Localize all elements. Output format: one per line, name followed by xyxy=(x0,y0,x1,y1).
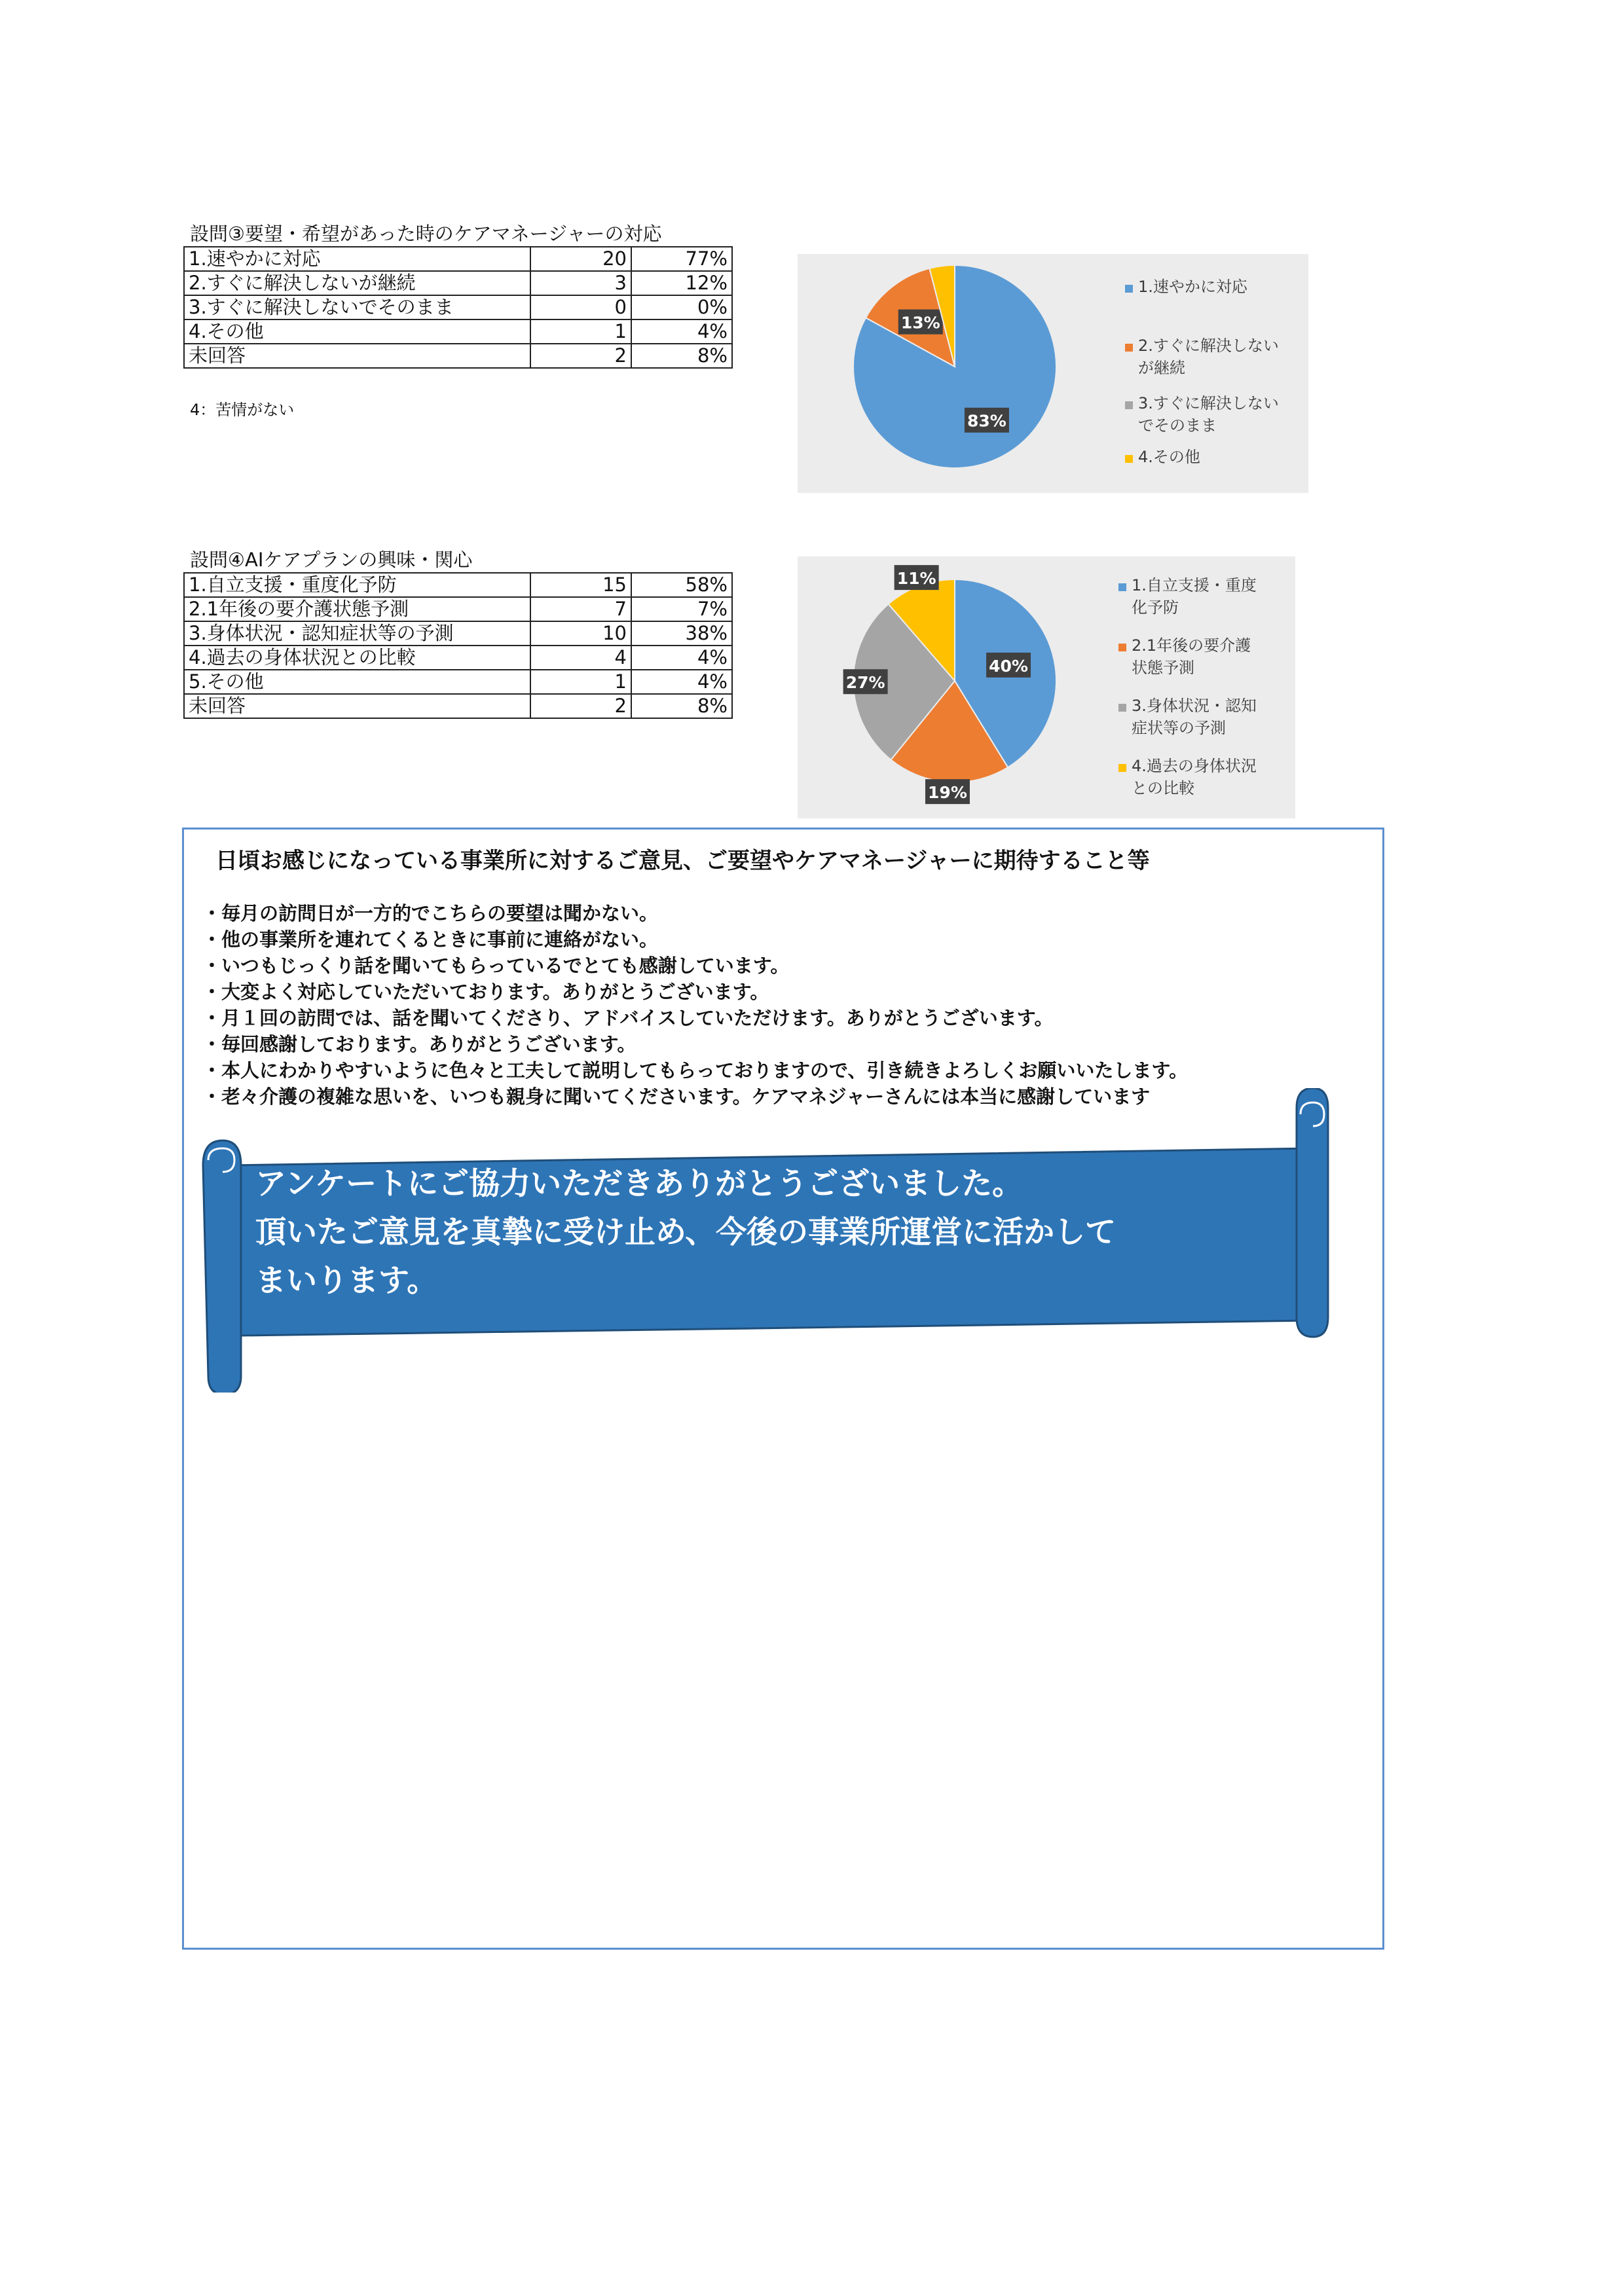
table-row xyxy=(184,247,732,271)
table-cell-label: 4.その他 xyxy=(184,319,530,344)
comment-item: ・毎回感謝しております。ありがとうございます。 xyxy=(202,1033,637,1055)
legend-swatch xyxy=(1118,704,1126,712)
legend-entry: でそのまま xyxy=(1138,416,1217,435)
legend-swatch xyxy=(1125,344,1133,352)
q3-pie-svg xyxy=(798,254,1308,493)
table-cell-pct: 8% xyxy=(631,694,732,718)
legend-swatch xyxy=(1118,644,1126,651)
table-row xyxy=(184,344,732,368)
svg-text:13%: 13% xyxy=(900,313,940,333)
comments-list xyxy=(202,900,1188,1110)
table-row xyxy=(184,670,732,694)
table-cell-pct: 4% xyxy=(631,319,732,344)
comment-item: ・月１回の訪問では、話を聞いてくださり、アドバイスしていただけます。ありがとうございます。 xyxy=(202,1007,1054,1029)
legend-entry: 2.1年後の要介護 xyxy=(1132,636,1251,655)
comment-item: ・本人にわかりやすいように色々と工夫して説明してもらっておりますので、引き続きよろしくお願いいたします。 xyxy=(202,1059,1189,1082)
table-cell-count: 1 xyxy=(530,670,631,694)
legend-swatch xyxy=(1125,401,1133,409)
table-cell-label: 2.すぐに解決しないが継続 xyxy=(184,271,530,295)
table-cell-pct: 77% xyxy=(631,247,732,271)
comment-item: ・いつもじっくり話を聞いてもらっているでとても感謝しています。 xyxy=(202,955,790,977)
legend-swatch xyxy=(1118,764,1126,772)
q4-title: 設問④AIケアプランの興味・関心 xyxy=(190,549,473,571)
table-row xyxy=(184,295,732,319)
table-cell-label: 2.1年後の要介護状態予測 xyxy=(184,597,530,621)
comments-title: 日頃お感じになっている事業所に対するご意見、ご要望やケアマネージャーに期待すること等 xyxy=(215,848,1150,874)
legend-entry: 3.すぐに解決しない xyxy=(1138,394,1279,412)
table-row xyxy=(184,694,732,718)
comment-item: ・毎月の訪問日が一方的でこちらの要望は聞かない。 xyxy=(202,902,659,924)
table-cell-label: 5.その他 xyxy=(184,670,530,694)
table-row xyxy=(184,319,732,344)
banner-message xyxy=(255,1160,1116,1305)
data-label xyxy=(898,310,943,335)
table-cell-count: 4 xyxy=(530,646,631,670)
comment-item: ・他の事業所を連れてくるときに事前に連絡がない。 xyxy=(202,928,659,951)
table-row xyxy=(184,597,732,621)
table-cell-count: 2 xyxy=(530,694,631,718)
q3-pie-chart xyxy=(798,254,1308,493)
table-cell-pct: 7% xyxy=(631,597,732,621)
legend-entry: 状態予測 xyxy=(1132,659,1194,677)
comment-item: ・大変よく対応していただいております。ありがとうございます。 xyxy=(202,981,769,1003)
table-cell-label: 3.すぐに解決しないでそのまま xyxy=(184,295,530,319)
legend-swatch xyxy=(1125,285,1133,293)
legend-entry: 1.速やかに対応 xyxy=(1138,278,1247,296)
thank-you-banner xyxy=(196,1088,1329,1393)
table-cell-label: 1.速やかに対応 xyxy=(184,247,530,271)
table-cell-pct: 38% xyxy=(631,621,732,646)
svg-text:83%: 83% xyxy=(967,411,1006,431)
banner-line: 頂いたご意見を真摯に受け止め、今後の事業所運営に活かして xyxy=(255,1214,1116,1250)
table-cell-count: 15 xyxy=(530,573,631,597)
legend-entry: が継続 xyxy=(1138,359,1185,377)
table-cell-count: 20 xyxy=(530,247,631,271)
legend-entry: 1.自立支援・重度 xyxy=(1132,576,1257,594)
table-row xyxy=(184,621,732,646)
table-cell-pct: 4% xyxy=(631,670,732,694)
q4-table xyxy=(183,572,733,719)
table-row xyxy=(184,271,732,295)
q4-pie-chart xyxy=(798,556,1295,818)
table-cell-pct: 4% xyxy=(631,646,732,670)
data-label xyxy=(843,669,888,694)
table-cell-label: 未回答 xyxy=(184,344,530,368)
table-cell-label: 4.過去の身体状況との比較 xyxy=(184,646,530,670)
legend-entry: 3.身体状況・認知 xyxy=(1132,697,1257,715)
table-cell-count: 1 xyxy=(530,319,631,344)
svg-text:19%: 19% xyxy=(928,783,967,803)
comment-item: ・老々介護の複雑な思いを、いつも親身に聞いてくださいます。ケアマネジャーさんには本当に感謝しています xyxy=(202,1085,1151,1108)
svg-text:27%: 27% xyxy=(845,673,885,693)
legend-swatch xyxy=(1118,583,1126,591)
legend-entry: との比較 xyxy=(1132,779,1194,797)
legend-entry: 2.すぐに解決しない xyxy=(1138,337,1279,355)
legend-entry: 症状等の予測 xyxy=(1132,719,1226,737)
data-label xyxy=(965,408,1009,433)
table-cell-count: 2 xyxy=(530,344,631,368)
legend-entry: 4.過去の身体状況 xyxy=(1132,757,1257,775)
table-row xyxy=(184,646,732,670)
table-cell-pct: 12% xyxy=(631,271,732,295)
table-cell-pct: 8% xyxy=(631,344,732,368)
table-cell-count: 7 xyxy=(530,597,631,621)
data-label xyxy=(895,565,939,590)
legend-entry: 4.その他 xyxy=(1138,448,1200,466)
table-cell-pct: 58% xyxy=(631,573,732,597)
data-label xyxy=(925,779,970,804)
table-cell-label: 1.自立支援・重度化予防 xyxy=(184,573,530,597)
svg-text:40%: 40% xyxy=(989,656,1028,676)
table-cell-pct: 0% xyxy=(631,295,732,319)
q4-pie-svg xyxy=(798,556,1295,818)
svg-text:11%: 11% xyxy=(896,569,936,589)
table-row xyxy=(184,573,732,597)
q3-title: 設問③要望・希望があった時のケアマネージャーの対応 xyxy=(190,223,662,245)
table-cell-count: 3 xyxy=(530,271,631,295)
table-cell-label: 未回答 xyxy=(184,694,530,718)
table-cell-count: 10 xyxy=(530,621,631,646)
q3-note: 4：苦情がない xyxy=(190,401,295,419)
data-label xyxy=(986,653,1031,678)
banner-line: アンケートにご協力いただきありがとうございました。 xyxy=(255,1166,1024,1202)
table-cell-label: 3.身体状況・認知症状等の予測 xyxy=(184,621,530,646)
table-cell-count: 0 xyxy=(530,295,631,319)
legend-entry: 化予防 xyxy=(1132,598,1179,617)
q3-table xyxy=(183,246,733,369)
legend-swatch xyxy=(1125,455,1133,463)
banner-line: まいります。 xyxy=(255,1263,438,1299)
